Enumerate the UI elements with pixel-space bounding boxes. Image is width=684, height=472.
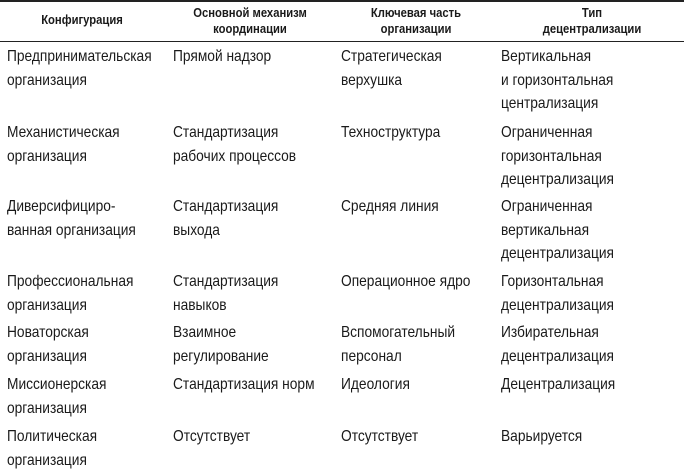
cell-key-part: Техноструктура — [341, 124, 441, 141]
header-decentralization-type: Тип децентрализации — [542, 6, 642, 36]
cell-configuration: Диверсифициро- ванная организация — [7, 198, 136, 239]
cell-configuration: Профессиональная организация — [7, 273, 134, 314]
cell-decentralization-type: Избирательная децентрализация — [501, 324, 614, 365]
cell-configuration: Предпринимательская организация — [7, 48, 152, 89]
cell-key-part: Отсутствует — [341, 428, 419, 445]
cell-decentralization-type: Вертикальная и горизонтальная централизация — [501, 48, 614, 112]
cell-configuration: Новаторская организация — [7, 324, 89, 365]
cell-decentralization-type: Ограниченная вертикальная децентрализация — [501, 198, 614, 262]
cell-decentralization-type: Варьируется — [501, 428, 583, 445]
header-coordination-mechanism: Основной механизм координации — [193, 6, 307, 36]
cell-mechanism: Отсутствует — [173, 428, 251, 445]
cell-mechanism: Прямой надзор — [173, 48, 272, 65]
cell-mechanism: Стандартизация выхода — [173, 198, 279, 239]
table-header-rule — [0, 41, 684, 42]
cell-configuration: Миссионерская организация — [7, 376, 107, 417]
cell-key-part: Вспомогательный персонал — [341, 324, 456, 365]
cell-mechanism: Стандартизация рабочих процессов — [173, 124, 297, 165]
cell-mechanism: Взаимное регулирование — [173, 324, 269, 365]
header-key-part: Ключевая часть организации — [370, 6, 462, 36]
cell-configuration: Политическая организация — [7, 428, 98, 469]
header-configuration: Конфигурация — [41, 13, 123, 27]
cell-decentralization-type: Горизонтальная децентрализация — [501, 273, 614, 314]
cell-decentralization-type: Ограниченная горизонтальная децентрализация — [501, 124, 614, 188]
cell-key-part: Стратегическая верхушка — [341, 48, 442, 89]
cell-mechanism: Стандартизация навыков — [173, 273, 279, 314]
cell-key-part: Средняя линия — [341, 198, 439, 215]
cell-configuration: Механистическая организация — [7, 124, 120, 165]
cell-key-part: Идеология — [341, 376, 410, 393]
cell-mechanism: Стандартизация норм — [173, 376, 315, 393]
table-top-rule — [0, 0, 684, 2]
cell-decentralization-type: Децентрализация — [501, 376, 616, 393]
cell-key-part: Операционное ядро — [341, 273, 471, 290]
